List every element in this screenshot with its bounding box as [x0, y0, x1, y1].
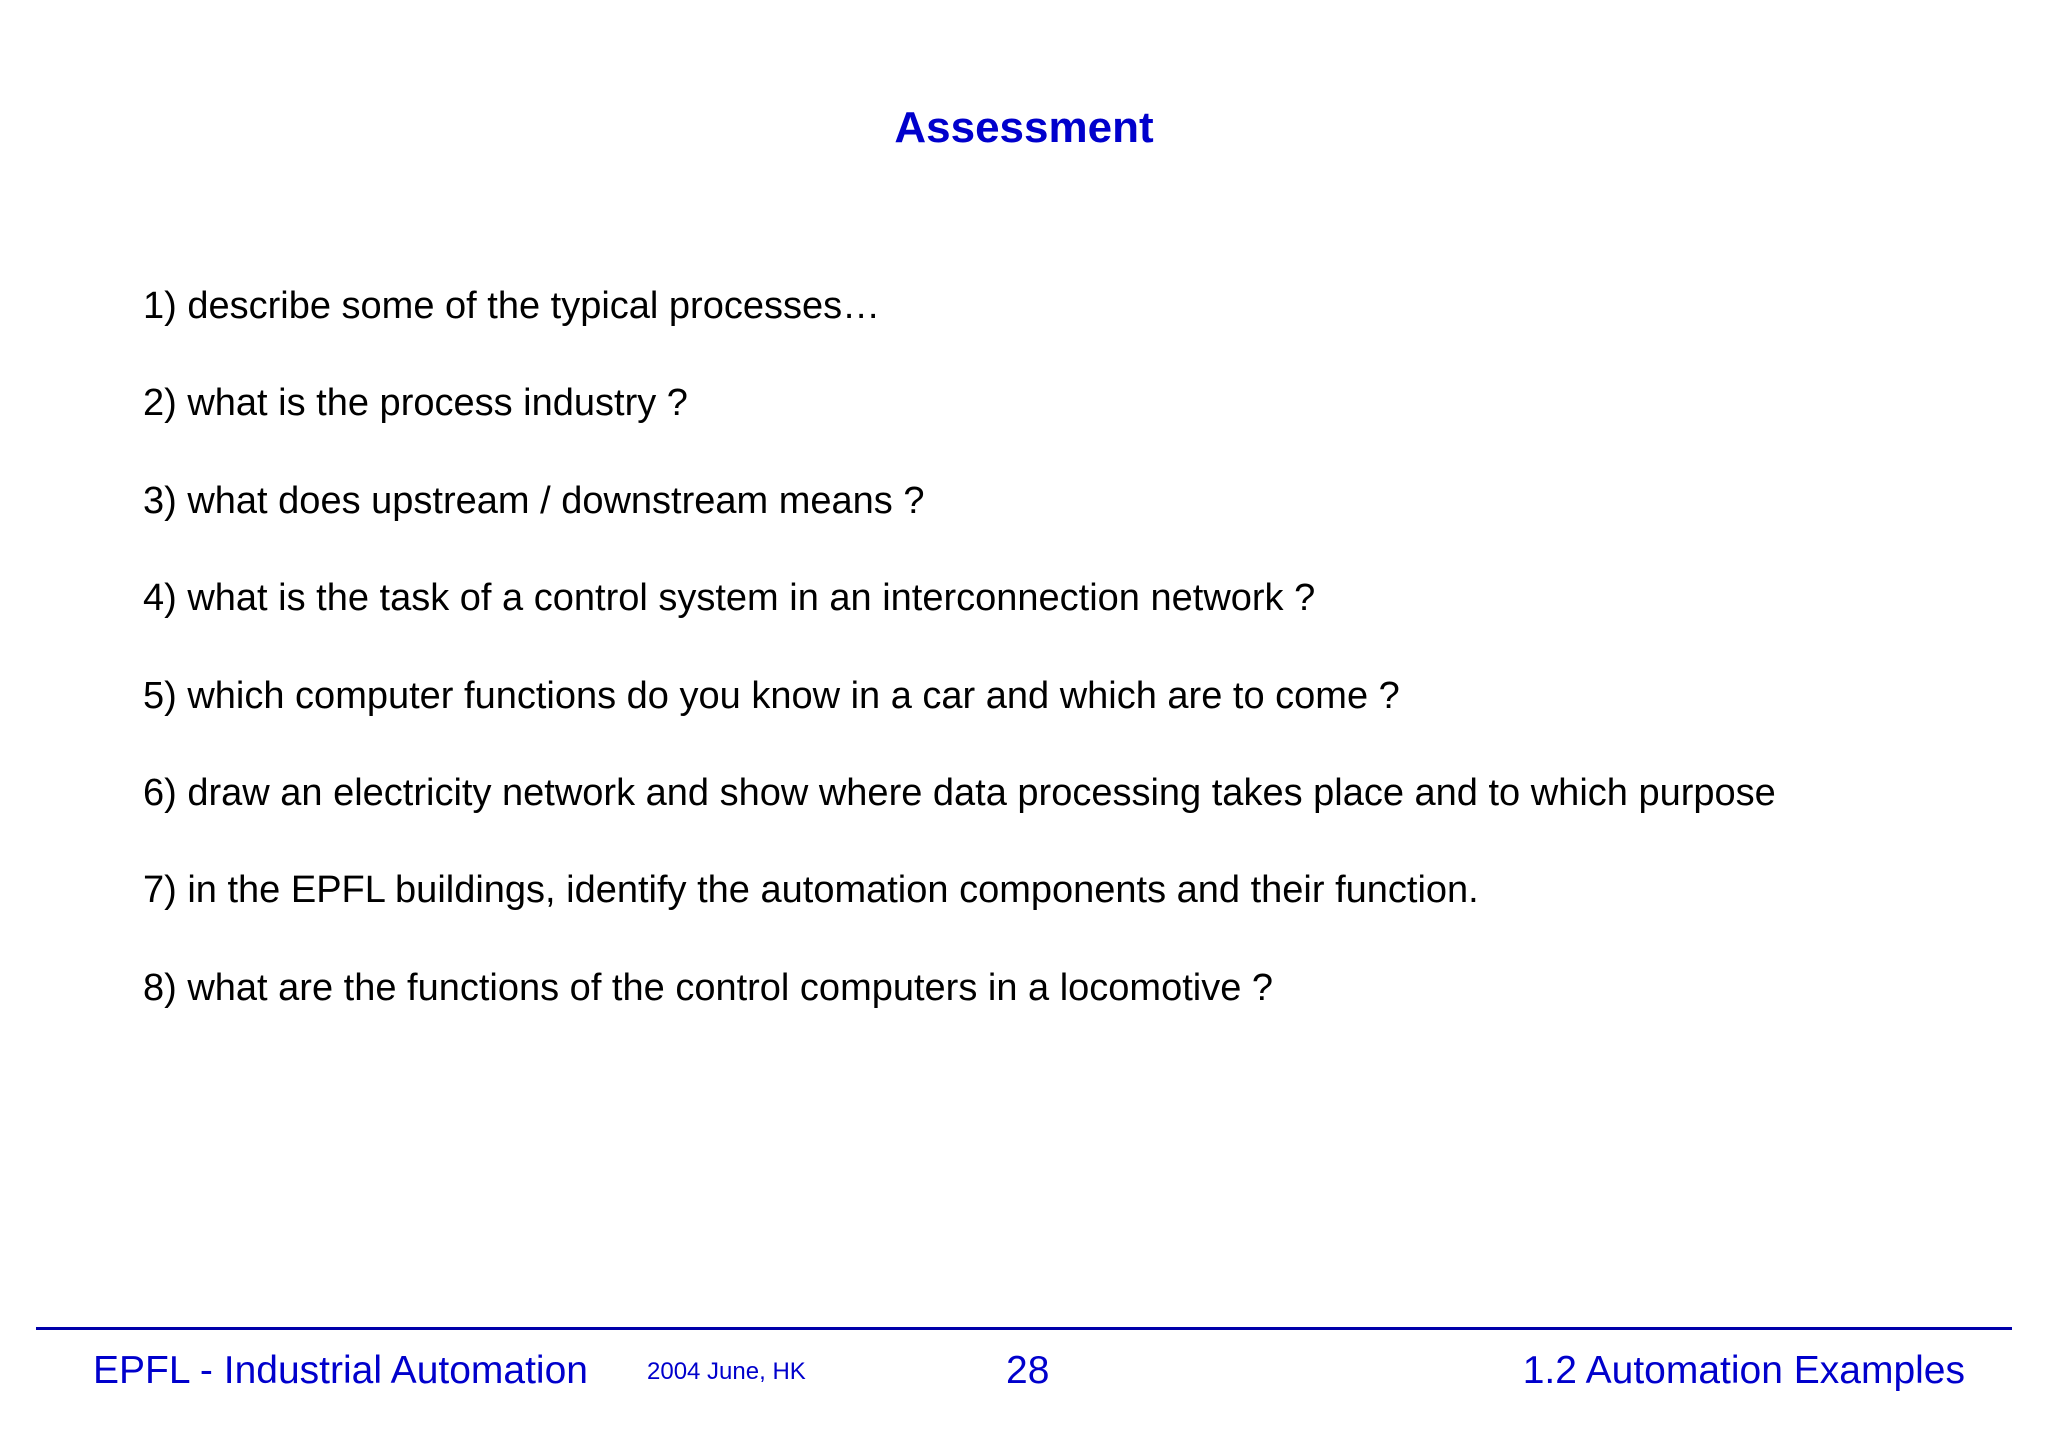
question-item: 6) draw an electricity network and show where data processing takes place and to which purpose [143, 771, 1776, 814]
footer-date: 2004 June, HK [647, 1358, 806, 1385]
question-item: 4) what is the task of a control system in an interconnection network ? [143, 577, 1316, 620]
footer-divider [36, 1327, 2012, 1330]
question-item: 1) describe some of the typical processes… [143, 285, 881, 327]
question-item: 5) which computer functions do you know in a car and which are to come ? [143, 674, 1400, 717]
question-list [143, 282, 2008, 1061]
question-item: 2) what is the process industry ? [143, 382, 688, 425]
footer-course-title: EPFL - Industrial Automation [93, 1349, 588, 1392]
question-item: 3) what does upstream / downstream means ? [143, 479, 925, 522]
question-item: 8) what are the functions of the control computers in a locomotive ? [143, 966, 1274, 1009]
footer-section-title: 1.2 Automation Examples [1522, 1349, 1965, 1392]
question-item: 7) in the EPFL buildings, identify the automation components and their function. [143, 869, 1479, 912]
page-number: 28 [1006, 1349, 1050, 1392]
slide-title: Assessment [894, 103, 1154, 152]
